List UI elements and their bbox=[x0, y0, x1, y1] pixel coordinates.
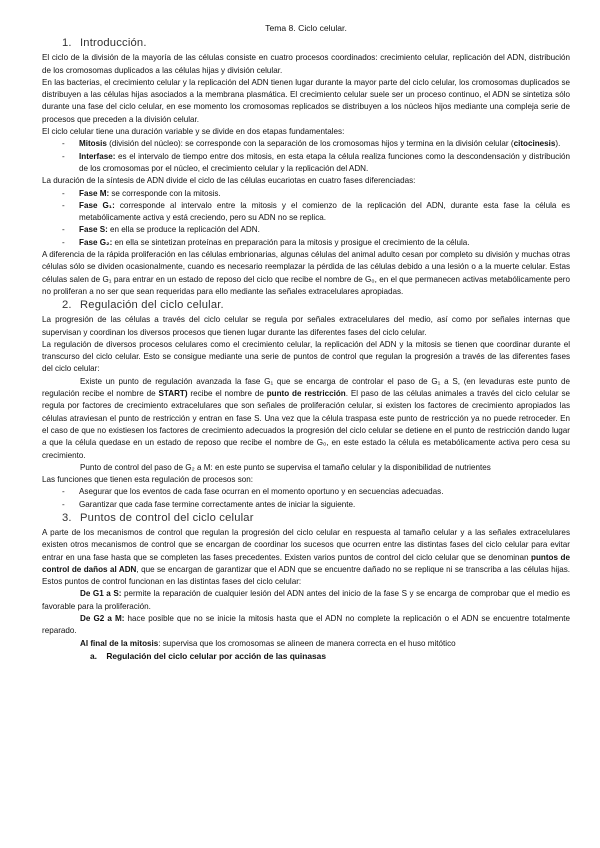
paragraph bbox=[42, 376, 570, 462]
section-2-heading bbox=[62, 298, 570, 312]
funciones-list bbox=[42, 486, 570, 511]
paragraph bbox=[42, 527, 570, 588]
text: . El paso de las células animales a través del ciclo celular se regula por factores de crecimiento extracelulares que son señales de proliferación celular, si existen los factores de crecimiento apropiados las células atraviesan el punto de restricción y entran en fase S. Una vez que la célula traspasa este punto de restricción ya no puede retroceder. En el caso de que no existiesen los factores de crecimiento adecuados la progresión del ciclo celular se detiene en el punto de restricción dando lugar a que la célula quedase en un estado de reposo que recibe el nombre de G₀, en este estado la célula es metabólicamente activa pero cesa su crecimiento. bbox=[42, 389, 570, 460]
section-number: 1. bbox=[62, 37, 72, 50]
list-item bbox=[62, 237, 570, 249]
text: corresponde al intervalo entre la mitosis y el comienzo de la replicación del ADN, durante esta fase la célula es metabólicamente activa y está creciendo, pero su ADN no se replica. bbox=[79, 200, 570, 223]
text: hace posible que no se inicie la mitosis hasta que el ADN no complete la replicación o el ADN se encuentre totalmente reparado. bbox=[42, 614, 570, 636]
term: Fase M: bbox=[79, 188, 110, 198]
text: (división del núcleo): se corresponde con la separación de los cromosomas hijos y termina en la división celular ( bbox=[106, 139, 514, 149]
paragraph: A diferencia de la rápida proliferación en las células embrionarias, algunas células del animal adulto cesan por completo su división y muchas otras células sólo se dividen ocasionalmente, cuando es necesario reemplazar la pérdida de las células debido a una lesión o a la muerte celular. Estas células salen de G₁ para entrar en un estado de reposo del ciclo que recibe el nombre de G₀, en el que permanecen activas metabólicamente pero no proliferan a no ser que sean requeridas para ello mediante las señales extracelulares apropiadas. bbox=[42, 250, 570, 296]
text: A parte de los mecanismos de control que regulan la progresión del ciclo celular en respuesta al tamaño celular y a las señales extracelulares existen otros mecanismos de control que se encargan de coordinar los sucesos que ocurren entre las distintas fases del ciclo celular para evitar entrar en una fase hasta que se completen las fases precedentes. Existen varios puntos de control del ciclo celular que se denominan bbox=[42, 527, 570, 562]
text: Existe un punto de regulación avanzada la fase G₁ que se encarga de controlar el paso de G₁ a S, (en levaduras este punto de regulación recibe el nombre de bbox=[42, 376, 570, 399]
section-title: Puntos de control del ciclo celular bbox=[80, 511, 254, 524]
paragraph bbox=[42, 613, 570, 638]
section-title: Introducción. bbox=[80, 37, 147, 50]
term: START) bbox=[158, 389, 188, 399]
list-item bbox=[62, 200, 570, 225]
term: Interfase: bbox=[79, 151, 116, 161]
text: en ella se produce la replicación del ADN. bbox=[107, 225, 260, 235]
list-item bbox=[62, 188, 570, 200]
paragraph bbox=[42, 638, 570, 650]
paragraph: En las bacterias, el crecimiento celular y la replicación del ADN tienen lugar durante la mayor parte del ciclo celular, los cromosomas duplicados se distribuyen a las células hijas asociados a la membrana plasmática. El crecimiento celular suele ser un proceso continuo, el ADN se sintetiza sólo durante una fase del ciclo celular, en ese momento los cromosomas replicados se distribuyen a los núcleos hijos mediante una compleja serie de procesos que preceden a la división celular. bbox=[42, 77, 570, 124]
section-3-heading bbox=[62, 511, 570, 525]
paragraph: La duración de la síntesis de ADN divide el ciclo de las células eucariotas en cuatro fases diferenciadas: bbox=[42, 176, 416, 186]
section-title: Regulación del ciclo celular. bbox=[80, 299, 224, 312]
fases-list bbox=[42, 188, 570, 249]
term: punto de restricción bbox=[266, 389, 346, 399]
term: Fase S: bbox=[79, 225, 108, 235]
paragraph: Punto de control del paso de G₂ a M: en este punto se supervisa el tamaño celular y la disponibilidad de nutrientes bbox=[80, 462, 491, 472]
text: en ella se sintetizan proteínas en preparación para la mitosis y prosigue el crecimiento de la célula. bbox=[112, 237, 470, 247]
term: Fase G₁: bbox=[79, 200, 115, 210]
subsection-letter: a. bbox=[90, 650, 97, 661]
section-number: 3. bbox=[62, 511, 72, 524]
term: puntos de control de daños al ADN bbox=[42, 552, 570, 574]
document-title: Tema 8. Ciclo celular. bbox=[265, 23, 347, 33]
text: recibe el nombre de bbox=[187, 389, 267, 399]
term: Al final de la mitosis bbox=[80, 638, 159, 648]
paragraph: La progresión de las células a través del ciclo celular se regula por señales extracelulares del medio, así como por señales internas que supervisan y coordinan los diversos procesos que tienen lugar durante las diferentes fases del ciclo celular. bbox=[42, 315, 570, 337]
text: , que se encargan de garantizar que el ADN que se encuentre dañado no se replique ni se transcriba a las células hijas. Estos puntos de control funcionan en las distintas fases del ciclo celular: bbox=[42, 564, 570, 587]
term: De G2 a M: bbox=[80, 614, 125, 624]
paragraph: El ciclo de la división de la mayoría de las células consiste en cuatro procesos coordinados: crecimiento celular, replicación del ADN, distribución de los cromosomas duplicados a las células hijas y división celular. bbox=[42, 53, 570, 75]
section-1-heading bbox=[62, 36, 570, 50]
subsection-title: Regulación del ciclo celular por acción de las quinasas bbox=[106, 650, 326, 661]
list-item bbox=[62, 151, 570, 176]
subsection-a-heading bbox=[90, 650, 570, 662]
term: De G1 a S: bbox=[80, 589, 122, 599]
term: citocinesis bbox=[513, 139, 556, 149]
text: : supervisa que los cromosomas se alineen de manera correcta en el huso mitótico bbox=[158, 638, 456, 648]
list-item: - Asegurar que los eventos de cada fase ocurran en el momento oportuno y en secuencias adecuadas. bbox=[62, 486, 570, 498]
paragraph: La regulación de diversos procesos celulares como el crecimiento celular, la replicación del ADN y la mitosis se tienen que coordinar durante el transcurso del ciclo celular. Esto se consigue mediante una serie de puntos de control que regulan la progresión a través de las diferentes fases del ciclo celular: bbox=[42, 339, 570, 374]
term: Mitosis bbox=[79, 139, 107, 149]
text: es el intervalo de tiempo entre dos mitosis, en esta etapa la célula realiza funciones como la descondensación y distribución de los cromosomas por el núcleo, el crecimiento celular y la replicación del ADN. bbox=[79, 151, 570, 173]
text: permite la reparación de cualquier lesión del ADN antes del inicio de la fase S y se encarga de comprobar que el medio es favorable para la proliferación. bbox=[42, 589, 570, 611]
list-item bbox=[62, 224, 570, 236]
list-item bbox=[62, 138, 570, 150]
paragraph: El ciclo celular tiene una duración variable y se divide en dos etapas fundamentales: bbox=[42, 127, 345, 137]
etapas-list bbox=[42, 138, 570, 175]
paragraph bbox=[42, 588, 570, 613]
paragraph: Las funciones que tienen esta regulación de procesos son: bbox=[42, 475, 254, 485]
list-item: - Garantizar que cada fase termine correctamente antes de iniciar la siguiente. bbox=[62, 499, 570, 511]
section-number: 2. bbox=[62, 299, 72, 312]
text: se corresponde con la mitosis. bbox=[109, 188, 221, 198]
text: ). bbox=[555, 139, 561, 149]
term: Fase G₂: bbox=[79, 237, 113, 247]
